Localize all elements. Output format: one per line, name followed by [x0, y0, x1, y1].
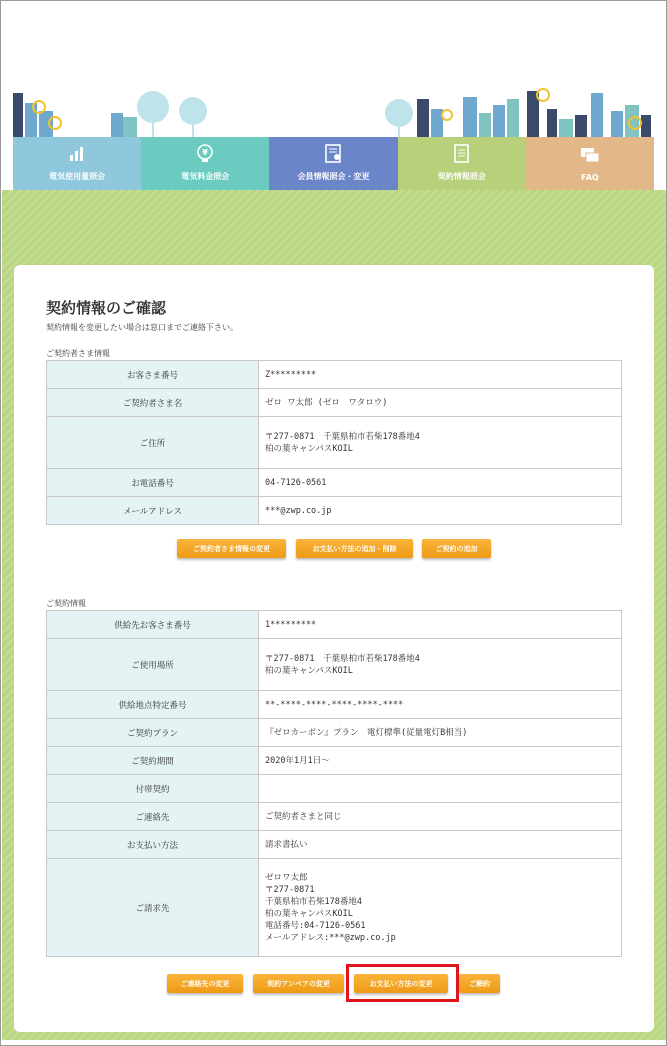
- tab-faq-label: FAQ: [581, 173, 599, 182]
- change-contractor-info-button[interactable]: ご契約者さま情報の変更: [177, 539, 286, 558]
- row-value: ゼロワ太郎 〒277-0871 千葉県柏市若柴178番地4 柏の葉キャンパスKOIL 電話番号:04-7126-0561 メールアドレス:***@zwp.co.jp: [259, 859, 622, 957]
- tab-usage-label: 電気使用量照会: [49, 172, 106, 181]
- table-row: [47, 691, 622, 719]
- row-value: Z*********: [259, 361, 622, 389]
- table-row: [47, 775, 622, 803]
- city-skyline-illustration: [13, 85, 654, 137]
- row-value: **-****-****-****-****-****: [259, 691, 622, 719]
- change-contact-button[interactable]: ご連絡先の変更: [167, 974, 243, 993]
- main-nav: [13, 137, 654, 190]
- contractor-info-table: [46, 360, 622, 525]
- contract-info-table: [46, 610, 622, 957]
- row-key: お電話番号: [47, 469, 259, 497]
- row-value: ご契約者さまと同じ: [259, 803, 622, 831]
- table-row: [47, 469, 622, 497]
- lightbulb-yen-icon: [194, 143, 216, 165]
- user-document-icon: [323, 143, 345, 165]
- row-value: 1*********: [259, 611, 622, 639]
- table-row: [47, 831, 622, 859]
- row-value: ゼロ ワ太郎 (ゼロ ワタロウ): [259, 389, 622, 417]
- tab-contract[interactable]: [398, 137, 526, 190]
- table-row: [47, 803, 622, 831]
- tab-faq[interactable]: [526, 137, 654, 190]
- tab-contract-label: 契約情報照会: [437, 172, 486, 181]
- cancel-contract-button[interactable]: ご解約: [459, 974, 500, 993]
- row-value: ***@zwp.co.jp: [259, 497, 622, 525]
- table-row: [47, 859, 622, 957]
- add-contract-button[interactable]: ご契約の追加: [422, 539, 491, 558]
- edit-payment-methods-button[interactable]: お支払い方法の追加・削除: [296, 539, 413, 558]
- table-row: [47, 747, 622, 775]
- row-key: メールアドレス: [47, 497, 259, 525]
- row-key: ご請求先: [47, 859, 259, 957]
- bar-chart-icon: [66, 143, 88, 165]
- row-value: [259, 775, 622, 803]
- svg-text:¥: ¥: [202, 148, 209, 157]
- row-value: 2020年1月1日～: [259, 747, 622, 775]
- row-key: ご使用場所: [47, 639, 259, 691]
- row-key: ご契約期間: [47, 747, 259, 775]
- table-row: [47, 719, 622, 747]
- row-key: ご連絡先: [47, 803, 259, 831]
- row-key: 供給先お客さま番号: [47, 611, 259, 639]
- table-row: [47, 389, 622, 417]
- tab-usage[interactable]: [13, 137, 141, 190]
- row-value: 『ゼロカーボン』プラン 電灯標準(従量電灯B相当): [259, 719, 622, 747]
- row-key: お支払い方法: [47, 831, 259, 859]
- row-value: 〒277-0871 千葉県柏市若柴178番地4 柏の葉キャンパスKOIL: [259, 417, 622, 469]
- contract-section-label: ご契約情報: [46, 599, 86, 608]
- row-key: お客さま番号: [47, 361, 259, 389]
- row-key: 供給地点特定番号: [47, 691, 259, 719]
- table-row: [47, 417, 622, 469]
- tab-billing-label: 電気料金照会: [181, 172, 230, 181]
- tab-member-label: 会員情報照会・変更: [297, 172, 370, 181]
- row-key: ご契約者さま名: [47, 389, 259, 417]
- change-payment-method-button[interactable]: お支払い方法の変更: [354, 974, 448, 993]
- tab-billing[interactable]: [141, 137, 269, 190]
- row-key: ご契約プラン: [47, 719, 259, 747]
- page-title: 契約情報のご確認: [46, 299, 167, 317]
- table-row: [47, 361, 622, 389]
- table-row: [47, 639, 622, 691]
- highlight-box: [346, 964, 459, 1002]
- row-value: 〒277-0871 千葉県柏市若柴178番地4 柏の葉キャンパスKOIL: [259, 639, 622, 691]
- tab-member[interactable]: [269, 137, 397, 190]
- table-row: [47, 611, 622, 639]
- row-value: 請求書払い: [259, 831, 622, 859]
- page-subtitle: 契約情報を変更したい場合は窓口までご連絡下さい。: [46, 323, 238, 332]
- document-icon: [451, 143, 473, 165]
- row-key: ご住所: [47, 417, 259, 469]
- row-value: 04-7126-0561: [259, 469, 622, 497]
- table-row: [47, 497, 622, 525]
- contractor-section-label: ご契約者さま情報: [46, 349, 110, 358]
- change-ampere-button[interactable]: 契約アンペアの変更: [253, 974, 344, 993]
- chat-bubble-icon: [579, 145, 601, 167]
- row-key: 付帯契約: [47, 775, 259, 803]
